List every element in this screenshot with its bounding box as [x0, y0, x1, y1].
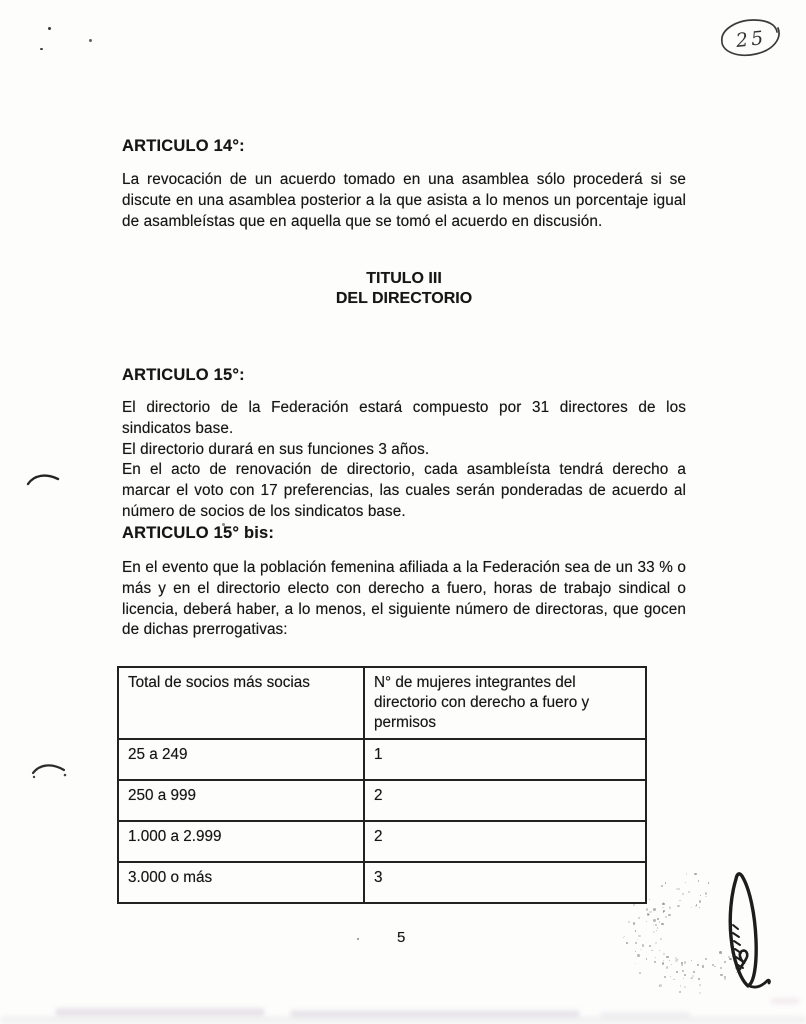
stamp-speck [626, 942, 628, 944]
stamp-speck [635, 942, 637, 944]
handwritten-page-mark [706, 10, 792, 66]
stamp-speck [653, 931, 655, 933]
stamp-speck [663, 953, 666, 956]
stamp-speck [691, 977, 693, 979]
signature-stroke [700, 855, 806, 1005]
stamp-speck [659, 984, 662, 987]
title-block [122, 269, 686, 309]
stamp-speck [675, 959, 678, 962]
stamp-speck [664, 976, 667, 979]
stamp-speck [654, 961, 656, 963]
stamp-speck [676, 971, 678, 973]
stamp-speck [669, 960, 670, 961]
stamp-speck [657, 927, 659, 929]
stamp-speck [653, 924, 655, 926]
stamp-speck [694, 873, 697, 876]
table-row [118, 780, 646, 821]
paragraph: En el evento que la población femenina afiliada a la Federación sea de un 33 % o más y en el directorio electo con derecho a fuero, horas de trabajo sindical o licencia, deberá haber, a lo menos, el siguiente número de directoras, que gocen de dichas prerrogativas: [122, 559, 686, 639]
stamp-speck [653, 908, 656, 911]
cell-socios-range: 250 a 999 [118, 780, 364, 821]
stamp-speck [649, 945, 651, 947]
stamp-speck [696, 904, 698, 906]
table-header-socios: Total de socios más socias [118, 667, 364, 739]
stamp-speck [640, 949, 642, 951]
stamp-speck [660, 938, 662, 940]
stamp-speck [635, 951, 637, 953]
stamp-speck [657, 918, 660, 921]
stamp-speck [679, 900, 681, 902]
page-number: 5 [397, 929, 406, 946]
cell-socios-range: 3.000 o más [118, 862, 364, 903]
article-15bis-body [122, 558, 686, 641]
stamp-speck [673, 979, 675, 981]
stamp-speck [691, 960, 693, 962]
cell-directoras-count: 2 [364, 821, 646, 862]
stamp-speck [639, 972, 641, 974]
stamp-speck [679, 991, 681, 993]
stamp-speck [648, 914, 649, 915]
stamp-speck [662, 907, 663, 908]
stamp-speck [668, 914, 670, 916]
cell-directoras-count: 3 [364, 862, 646, 903]
cell-socios-range: 1.000 a 2.999 [118, 821, 364, 862]
stamp-speck [698, 880, 700, 882]
pen-mark-arc [30, 760, 70, 782]
stamp-speck [683, 978, 684, 979]
article-15bis-heading: ARTICULO 15° bis: [122, 524, 275, 542]
stamp-speck [646, 908, 649, 911]
stamp-speck [670, 976, 671, 977]
cell-directoras-count: 2 [364, 780, 646, 821]
scan-speck [40, 48, 43, 50]
stamp-speck [665, 916, 667, 918]
stamp-speck [685, 882, 686, 883]
stamp-speck [661, 923, 663, 925]
stamp-speck [677, 905, 680, 908]
stamp-speck [656, 930, 657, 931]
scan-speck [48, 27, 51, 30]
stamp-speck [651, 950, 652, 951]
stamp-speck [646, 921, 647, 922]
stamp-speck [638, 935, 641, 938]
stamp-speck [666, 966, 669, 969]
stamp-speck [637, 954, 640, 957]
pen-mark-arc [26, 470, 62, 490]
paragraph: El directorio durará en sus funciones 3 años. [122, 440, 430, 458]
bleedthrough-smudge [0, 1016, 806, 1024]
stamp-speck [659, 950, 661, 952]
cell-directoras-count: 1 [364, 739, 646, 780]
stamp-speck [671, 964, 672, 965]
stamp-speck [682, 893, 684, 895]
stamp-speck [653, 919, 656, 922]
table-header-mujeres: N° de mujeres integrantes del directorio con derecho a fuero y permisos [364, 667, 646, 739]
stamp-speck [628, 921, 630, 923]
stamp-speck [633, 904, 636, 907]
title-line-2: DEL DIRECTORIO [335, 290, 473, 307]
cell-socios-range: 25 a 249 [118, 739, 364, 780]
stamp-speck [642, 944, 645, 947]
table-row [118, 821, 646, 862]
stamp-speck [684, 961, 687, 964]
stamp-speck [684, 986, 686, 988]
stamp-speck [665, 882, 666, 883]
paragraph: El directorio de la Federación estará compuesto por 31 directores de los sindicatos base. [122, 399, 686, 437]
stamp-speck [682, 970, 684, 972]
stamp-speck [637, 939, 639, 941]
stamp-speck [659, 921, 660, 922]
article-14-body [122, 170, 686, 232]
stamp-speck [680, 985, 682, 987]
paragraph: En el acto de renovación de directorio, cada asambleísta tendrá derecho a marcar el voto con 17 preferencias, las cuales serán ponderadas de acuerdo al número de socios de los sindicatos base. [122, 461, 686, 520]
handwritten-number: 25 [734, 26, 768, 52]
table-header-row [118, 667, 646, 739]
stamp-speck [655, 942, 657, 944]
directoras-table [117, 666, 647, 904]
stamp-speck [691, 907, 693, 909]
stamp-speck [686, 873, 688, 875]
stamp-speck [655, 924, 657, 926]
stamp-speck [635, 963, 637, 965]
stamp-speck [635, 930, 636, 931]
article-15-body [122, 398, 686, 523]
stamp-speck [646, 958, 647, 959]
stamp-speck [633, 922, 636, 925]
stamp-speck [623, 937, 624, 938]
article-14-heading: ARTICULO 14°: [122, 137, 245, 155]
stamp-speck [693, 971, 696, 974]
bleedthrough-smudge [770, 998, 800, 1004]
scan-speck [89, 39, 92, 42]
stamp-speck [669, 907, 671, 909]
title-line-1: TITULO III [366, 270, 442, 287]
paragraph: La revocación de un acuerdo tomado en una asamblea sólo procederá si se discute en una asamblea posterior a la que asista a lo menos un porcentaje igual de asambleístas que en aquella que se tomó el acuerdo en discusión. [122, 171, 686, 230]
stamp-speck [638, 917, 640, 919]
stamp-speck [688, 891, 690, 893]
stamp-speck [649, 911, 651, 913]
table-row [118, 862, 646, 903]
article-15-heading: ARTICULO 15°: [122, 366, 245, 384]
stamp-speck [666, 956, 669, 959]
stamp-speck [663, 960, 664, 961]
stamp-speck [681, 964, 683, 966]
scan-speck [357, 938, 359, 940]
stamp-speck [678, 888, 680, 890]
stamp-speck [649, 899, 650, 900]
stamp-speck [697, 964, 698, 965]
stamp-speck [661, 885, 663, 887]
stamp-speck [684, 974, 686, 976]
stamp-speck [655, 957, 656, 958]
stamp-speck [624, 936, 625, 937]
bleedthrough-smudge [55, 1008, 265, 1016]
stamp-speck [662, 962, 665, 965]
table-row [118, 739, 646, 780]
